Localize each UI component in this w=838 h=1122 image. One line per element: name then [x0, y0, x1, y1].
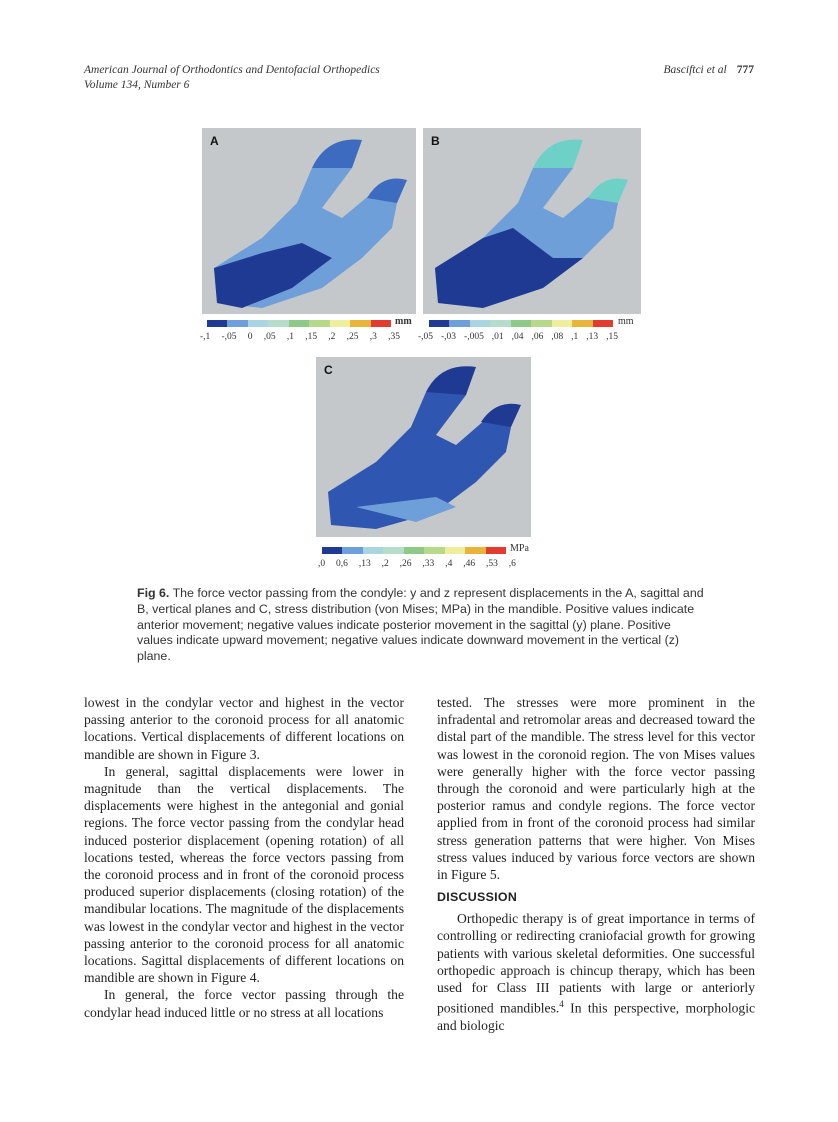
colorbar-a [207, 320, 391, 327]
colorbar-unit-a: mm [395, 316, 412, 327]
page-number: 777 [736, 64, 754, 76]
body-column-right [437, 694, 755, 1034]
colorbar-c [322, 547, 506, 554]
figure-caption [137, 586, 705, 665]
colorbar-segment [531, 320, 551, 327]
colorbar-tick-label: ,26 [399, 559, 412, 569]
colorbar-segment [572, 320, 592, 327]
section-heading: DISCUSSION [437, 890, 518, 905]
colorbar-segment [445, 547, 465, 554]
body-column-left [84, 694, 404, 1021]
colorbar-tick-label: -,005 [464, 332, 484, 342]
paragraph: In general, sagittal displacements were lower in magnitude than the vertical displacements. The displacements were highest in the antegonial and gonial regions. The force vector passing from the condylar head induced posterior displacement (opening rotation) of all locations tested, whereas the force vectors passing from the coronoid process and in front of the coronoid process produced superior displacements (closing rotation) of the mandibular locations. The magnitude of the displacements was lowest in the condylar vector and highest in the vector passing anterior to the coronoid process for all anatomic locations. Sagittal displacements of different locations on mandible are shown in Figure 4. [84, 763, 404, 986]
colorbar-unit-b: mm [618, 316, 634, 327]
panel-label: C [324, 363, 333, 377]
colorbar-segment [424, 547, 444, 554]
colorbar-tick-label: ,33 [422, 559, 435, 569]
colorbar-segment [449, 320, 469, 327]
colorbar-segment [268, 320, 288, 327]
colorbar-tick-label: ,46 [463, 559, 476, 569]
figure-panel-a [202, 128, 416, 314]
caption-label: Fig 6. [137, 586, 170, 600]
colorbar-ticks-c [318, 559, 516, 569]
colorbar-tick-label: ,08 [551, 332, 564, 342]
figure-panel-c [316, 357, 531, 537]
panel-label: B [431, 134, 440, 148]
colorbar-tick-label: 0,6 [336, 559, 348, 569]
colorbar-tick-label: ,53 [486, 559, 498, 569]
paragraph: tested. The stresses were more prominent in the infradental and retromolar areas and decreased toward the distal part of the mandible. The stress level for this vector was lowest in the coronoid region. The von Mises values were generally higher with the force vector passing through the coronoid and were particularly high at the posterior ramus and condyle regions. The force vector applied from in front of the coronoid process had similar stress generation patterns that were higher. Von Mises stress values induced by various force vectors are shown in Figure 5. [437, 695, 755, 883]
colorbar-segment [404, 547, 424, 554]
colorbar-tick-label: ,15 [305, 332, 318, 342]
colorbar-tick-label: ,6 [508, 559, 516, 569]
colorbar-unit-c: MPa [510, 543, 529, 554]
colorbar-tick-label: ,04 [511, 332, 524, 342]
running-header-left [84, 63, 380, 93]
caption-text: The force vector passing from the condyle: y and z represent displacements in the A, sagittal and B, vertical planes and C, stress distribution (von Mises; MPa) in the mandible. Positive values indicate anterior movement; negative values indicate posterior movement in the sagittal (y) plane. Positive values indicate upward movement; negative values indicate downward movement in the vertical (z) plane. [137, 586, 704, 664]
colorbar-segment [593, 320, 613, 327]
colorbar-segment [470, 320, 490, 327]
authors: Basciftci et al [663, 64, 727, 76]
colorbar-segment [330, 320, 350, 327]
colorbar-segment [309, 320, 329, 327]
panel-label: A [210, 134, 219, 148]
figure-panel-b [423, 128, 641, 314]
colorbar-tick-label: ,2 [328, 332, 336, 342]
discussion-text: Orthopedic therapy is of great importance in terms of controlling or redirecting craniofacial growth for growing patients with various skeletal deformities. One successful orthopedic approach is chincup therapy, which has been used for Class III patients with large or anteriorly positioned mandibles. [437, 911, 755, 1016]
colorbar-segment [350, 320, 370, 327]
colorbar-segment [552, 320, 572, 327]
colorbar-segment [465, 547, 485, 554]
journal-name: American Journal of Orthodontics and Dentofacial Orthopedics [84, 64, 380, 76]
colorbar-tick-label: ,01 [491, 332, 504, 342]
volume-info: Volume 134, Number 6 [84, 79, 190, 91]
colorbar-tick-label: ,35 [388, 332, 400, 342]
colorbar-tick-label: ,3 [369, 332, 377, 342]
colorbar-tick-label: -,05 [221, 332, 237, 342]
colorbar-tick-label: ,4 [445, 559, 453, 569]
colorbar-tick-label: ,13 [358, 559, 371, 569]
mandible-model-a [202, 128, 416, 314]
colorbar-segment [207, 320, 227, 327]
colorbar-segment [289, 320, 309, 327]
discussion-tail: In this perspective, morphologic and biologic [437, 1000, 756, 1033]
running-header-right [664, 63, 754, 78]
colorbar-tick-label: ,13 [586, 332, 599, 342]
colorbar-b [429, 320, 613, 327]
colorbar-tick-label: ,1 [571, 332, 579, 342]
colorbar-tick-label: ,15 [606, 332, 618, 342]
colorbar-tick-label: ,06 [531, 332, 544, 342]
colorbar-segment [429, 320, 449, 327]
paragraph [437, 910, 755, 1034]
colorbar-ticks-a [200, 332, 400, 342]
mandible-model-b [423, 128, 641, 314]
colorbar-segment [363, 547, 383, 554]
paragraph: lowest in the condylar vector and highest in the vector passing anterior to the coronoid process for all anatomic locations. Vertical displacements of different locations on mandible are shown in Figure 3. [84, 695, 404, 762]
colorbar-ticks-b [418, 332, 618, 342]
colorbar-tick-label: ,25 [346, 332, 359, 342]
colorbar-segment [383, 547, 403, 554]
colorbar-segment [322, 547, 342, 554]
mandible-model-c [316, 357, 531, 537]
colorbar-segment [248, 320, 268, 327]
colorbar-segment [227, 320, 247, 327]
colorbar-segment [342, 547, 362, 554]
colorbar-tick-label: ,0 [318, 559, 326, 569]
colorbar-tick-label: -,1 [200, 332, 211, 342]
colorbar-tick-label: 0 [247, 332, 253, 342]
colorbar-segment [486, 547, 506, 554]
colorbar-segment [511, 320, 531, 327]
paragraph: In general, the force vector passing through the condylar head induced little or no stress at all locations [84, 987, 404, 1020]
colorbar-tick-label: -,03 [441, 332, 457, 342]
colorbar-tick-label: ,1 [286, 332, 294, 342]
colorbar-tick-label: ,2 [381, 559, 389, 569]
colorbar-tick-label: ,05 [263, 332, 276, 342]
citation-ref: 4 [559, 999, 564, 1010]
colorbar-tick-label: -,05 [418, 332, 434, 342]
colorbar-segment [371, 320, 391, 327]
colorbar-segment [490, 320, 510, 327]
